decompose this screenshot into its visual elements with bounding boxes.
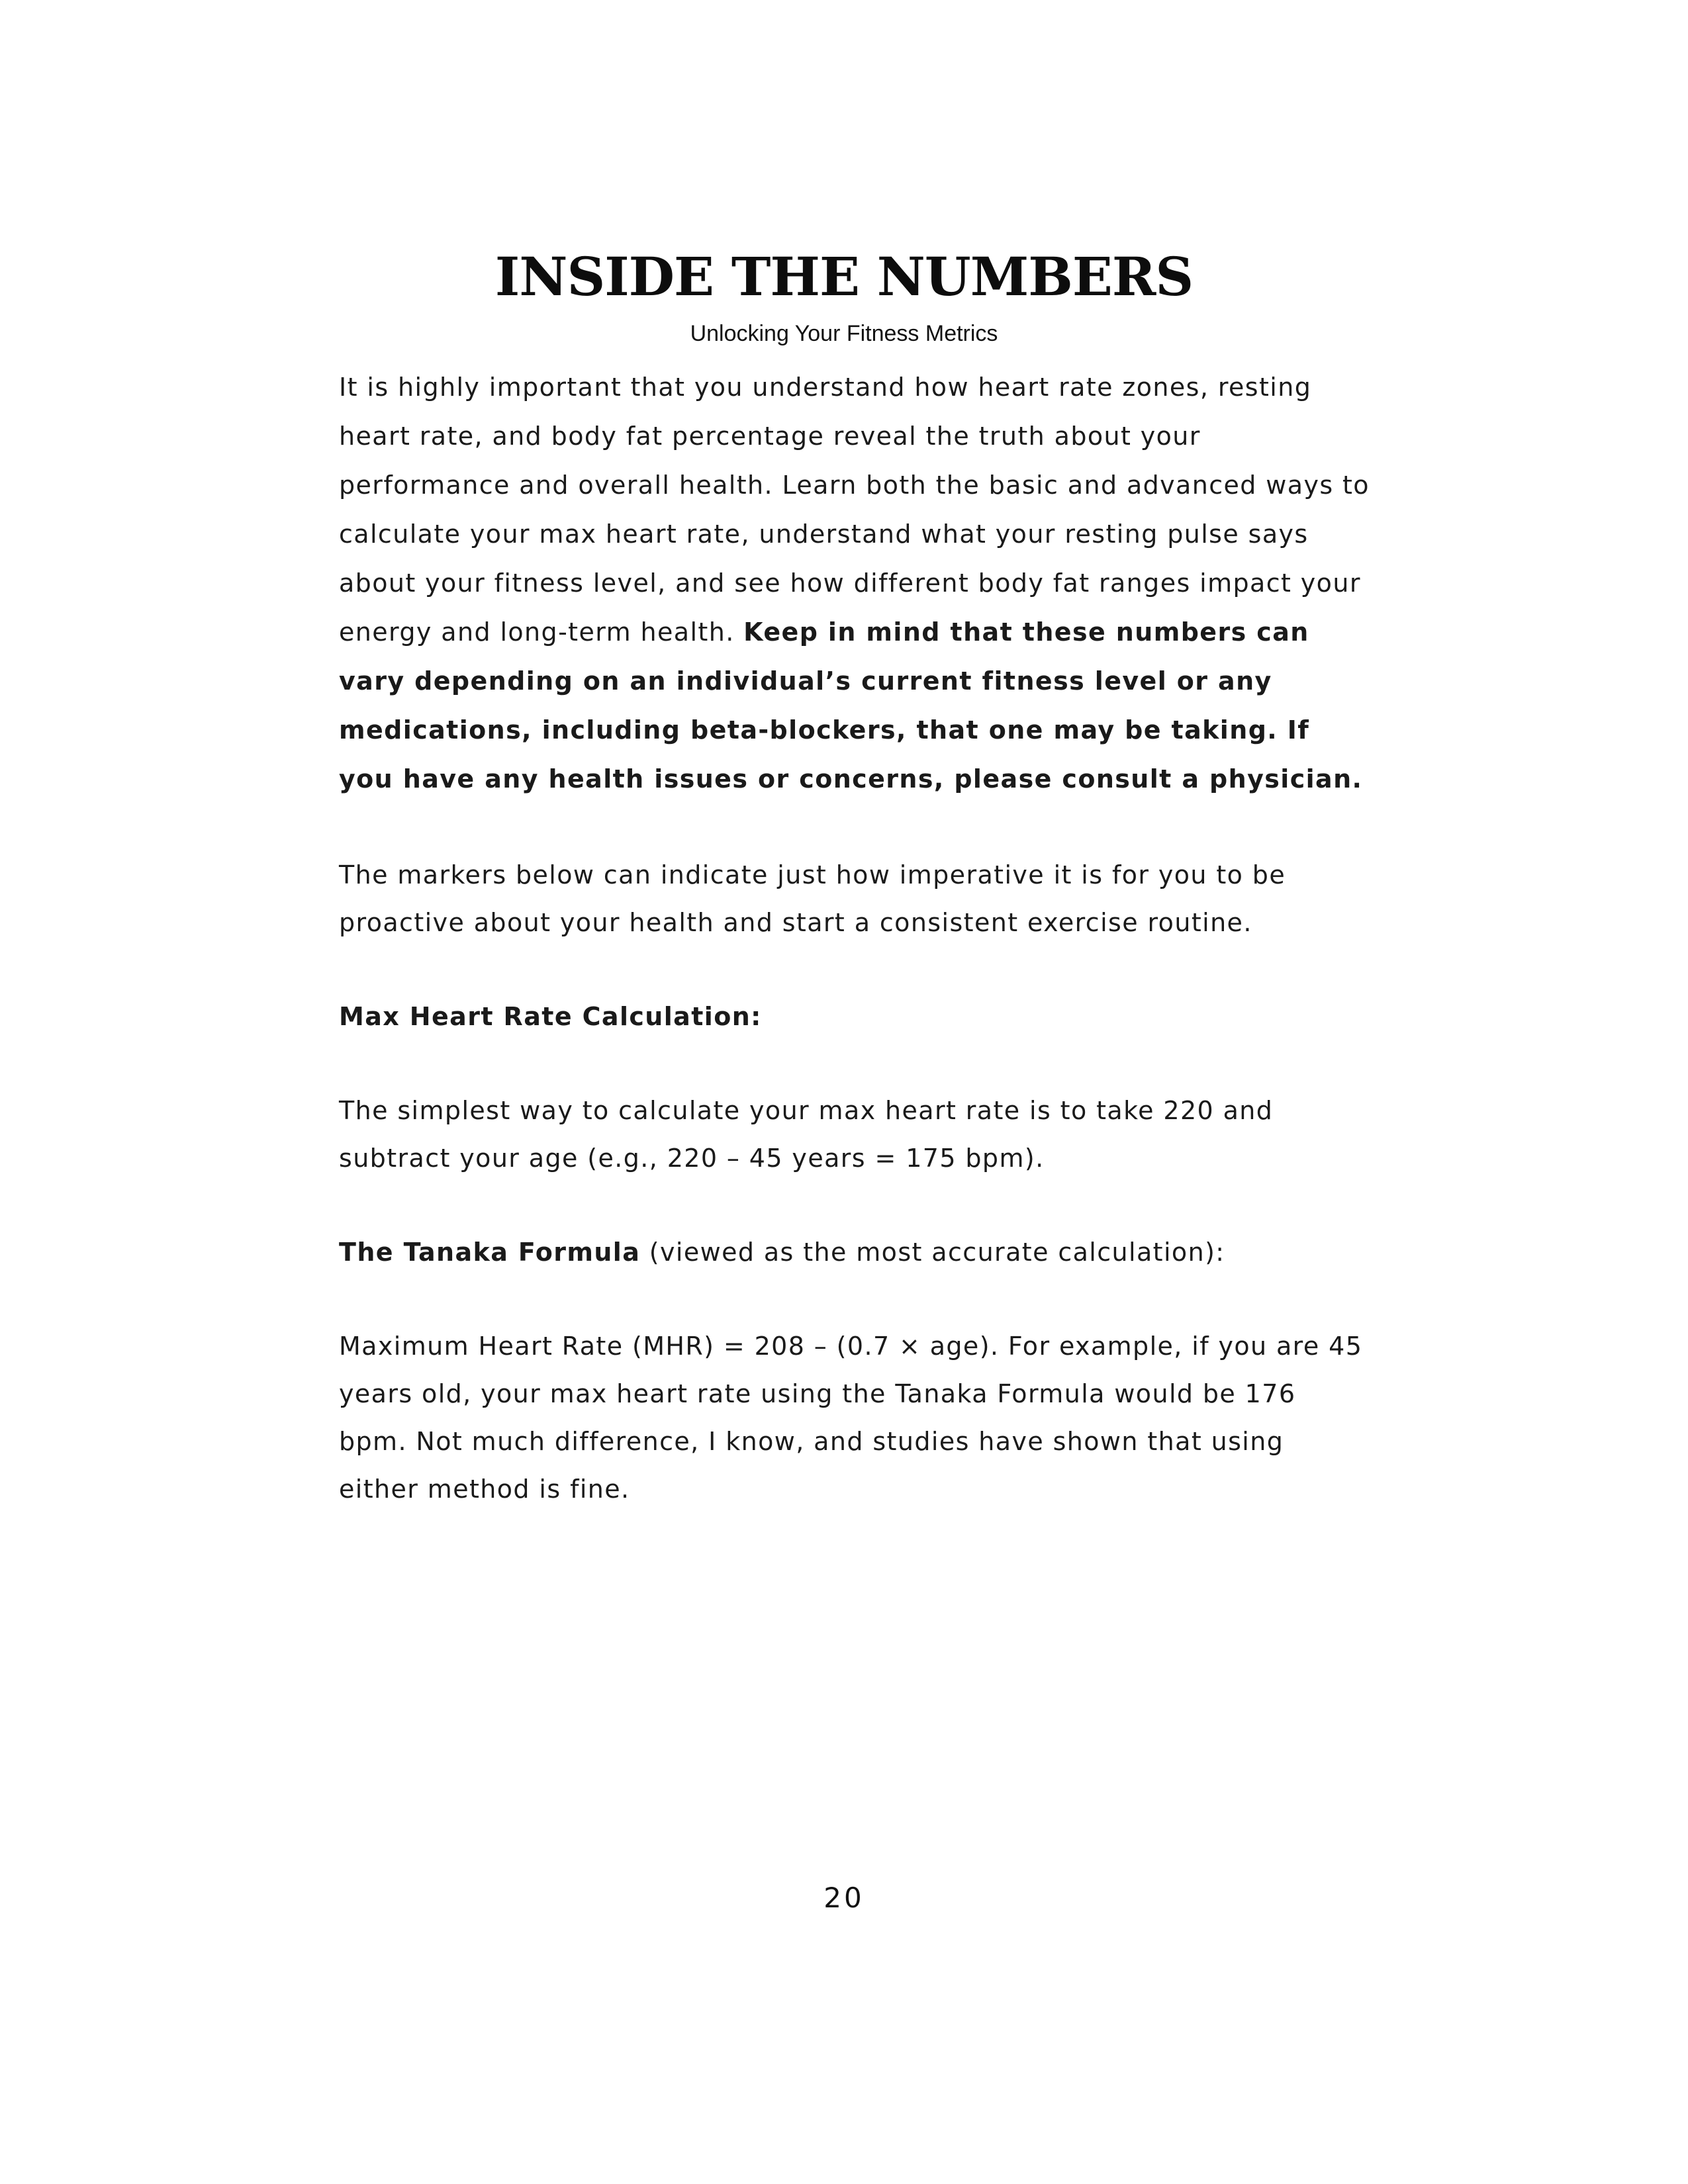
max-hr-heading-text: Max Heart Rate Calculation:: [339, 1002, 762, 1031]
tanaka-label: The Tanaka Formula: [339, 1238, 641, 1267]
intro-paragraph: [339, 363, 1372, 803]
max-hr-heading: [339, 993, 1372, 1040]
tanaka-heading: [339, 1228, 1372, 1276]
tanaka-formula-paragraph: Maximum Heart Rate (MHR) = 208 – (0.7 × age). For example, if you are 45 years old, your max heart rate using the Tanaka Formula would be 176 bpm. Not much difference, I know, and studies have shown that using either method is fine.: [339, 1332, 1363, 1504]
intro-text: It is highly important that you understand how heart rate zones, resting heart rate, and body fat percentage reveal the truth about your performance and overall health. Learn both the basic and advanced ways to calculate your max heart rate, understand what your resting pulse says about your fitness level, and see how different body fat ranges impact your energy and long-term health.: [339, 373, 1370, 647]
page-title: INSIDE THE NUMBERS: [494, 246, 1194, 308]
body-text: [339, 363, 1372, 1513]
markers-paragraph: The markers below can indicate just how imperative it is for you to be proactive about your health and start a consistent exercise routine.: [339, 860, 1286, 937]
simple-method-paragraph: The simplest way to calculate your max heart rate is to take 220 and subtract your age (e.g., 220 – 45 years = 175 bpm).: [339, 1096, 1274, 1173]
tanaka-note: (viewed as the most accurate calculation):: [640, 1238, 1225, 1267]
intro-warning: Keep in mind that these numbers can vary depending on an individual’s current fitness level or any medications, including beta-blockers, that one may be taking. If you have any health issues or concerns, please consult a physician.: [339, 617, 1363, 794]
page-number: 20: [823, 1882, 865, 1914]
page-subtitle: Unlocking Your Fitness Metrics: [690, 321, 998, 346]
